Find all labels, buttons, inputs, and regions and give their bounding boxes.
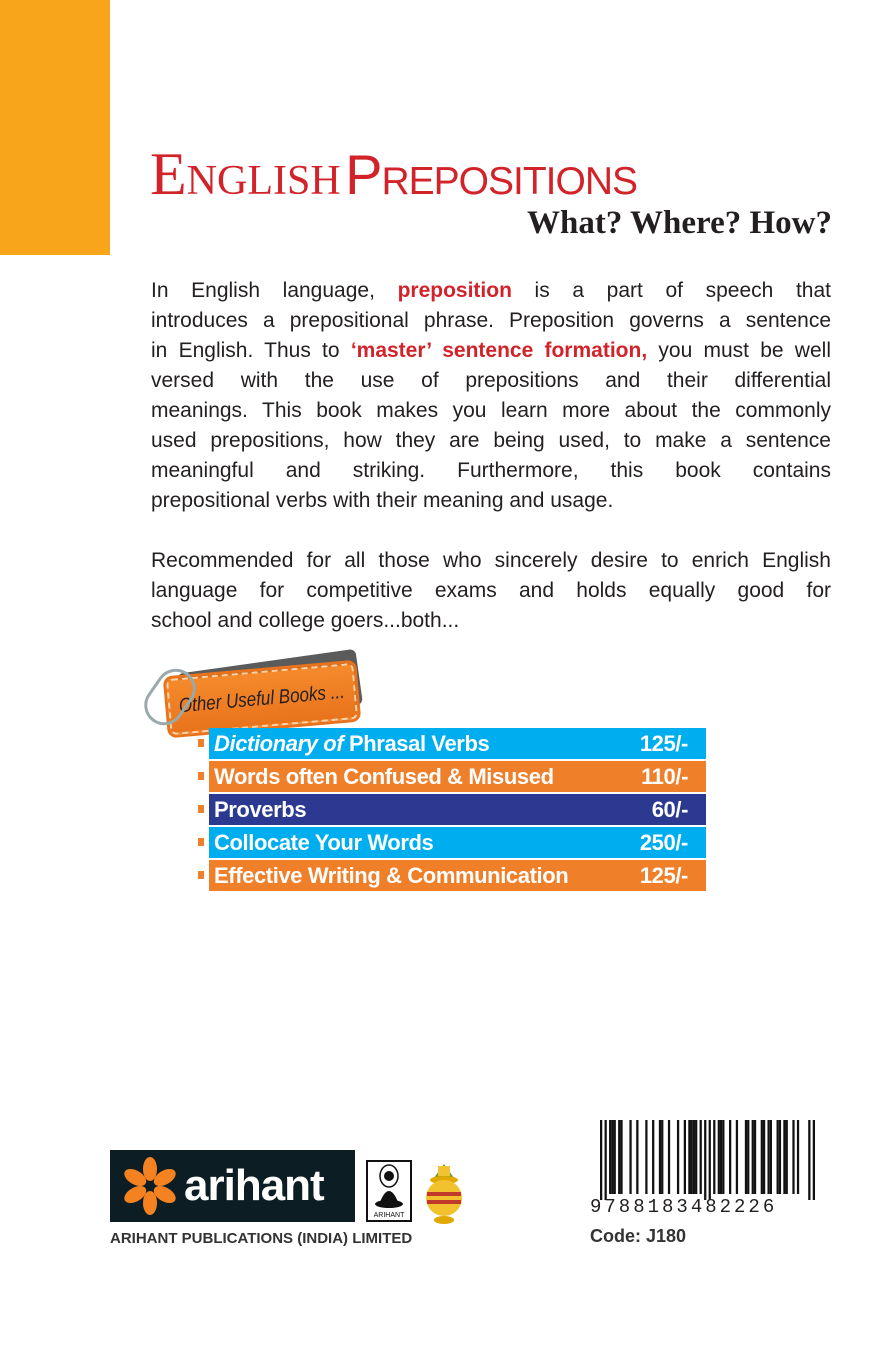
- book-price: 250/-: [639, 830, 688, 855]
- text-line: [151, 276, 831, 306]
- title-word-prepositions: Prepositions: [345, 143, 638, 206]
- barcode-bar: [611, 1120, 613, 1194]
- barcode-bar: [736, 1120, 738, 1194]
- text-segment: language for competitive exams and holds equally good for: [151, 579, 831, 602]
- description-paragraph-2: [151, 546, 831, 636]
- text-segment: is a part of speech that: [511, 279, 832, 302]
- text-segment: introduces a prepositional phrase. Preposition governs a sentence: [151, 309, 831, 332]
- book-title: Effective Writing & Communication: [214, 863, 569, 888]
- text-segment: In English language,: [151, 279, 398, 302]
- text-segment: meaningful and striking. Furthermore, this book contains: [151, 459, 831, 482]
- arihant-logo: [110, 1150, 355, 1222]
- highlighted-text: preposition: [397, 279, 512, 302]
- text-line: [151, 306, 831, 336]
- text-line: [151, 456, 831, 486]
- text-line: [151, 426, 831, 456]
- emblem-text: ARIHANT: [373, 1212, 405, 1219]
- highlighted-text: ‘master’ sentence formation,: [350, 339, 648, 362]
- book-list-item: [198, 859, 706, 892]
- book-title-prefix: Dictionary of: [214, 731, 349, 756]
- arihant-emblem: [366, 1160, 412, 1222]
- product-code: Code: J180: [590, 1226, 687, 1246]
- barcode-bar: [605, 1120, 607, 1200]
- barcode-bar: [691, 1120, 693, 1194]
- book-bar: [209, 761, 706, 792]
- bullet-icon: [198, 739, 204, 747]
- barcode-bar: [614, 1120, 616, 1194]
- bullet-icon: [198, 805, 204, 813]
- book-price: 125/-: [639, 731, 688, 756]
- barcode-bar: [745, 1120, 747, 1194]
- book-list-item: [198, 727, 706, 760]
- book-bar: [209, 860, 706, 891]
- book-price: 60/-: [651, 797, 688, 822]
- text-line: [151, 336, 831, 366]
- bullet-icon: [198, 772, 204, 780]
- book-subtitle: What? Where? How?: [527, 205, 832, 241]
- text-segment: used prepositions, how they are being used, to make a sentence: [151, 429, 831, 452]
- barcode-bar: [618, 1120, 620, 1194]
- barcode-bar: [792, 1120, 794, 1194]
- text-segment: Recommended for all those who sincerely desire to enrich English: [151, 549, 831, 572]
- publisher-name: ARIHANT PUBLICATIONS (INDIA) LIMITED: [110, 1230, 413, 1247]
- barcode-bar: [636, 1120, 638, 1194]
- barcode-bar: [797, 1120, 799, 1194]
- barcode-bar: [767, 1120, 769, 1194]
- meditating-figure-icon: [368, 1162, 410, 1220]
- barcode-bar: [704, 1120, 706, 1200]
- barcode-bar: [609, 1120, 611, 1194]
- tag-label: Other Useful Books ...: [178, 680, 346, 717]
- text-line: [151, 486, 831, 516]
- barcode-bar: [770, 1120, 772, 1194]
- book-list-item: [198, 826, 706, 859]
- book-title: [150, 140, 810, 209]
- corner-accent: [0, 0, 110, 255]
- book-bar: [209, 794, 706, 825]
- barcode-bar: [777, 1120, 779, 1194]
- barcode-bar: [783, 1120, 785, 1194]
- barcode-bar: [713, 1120, 715, 1194]
- isbn-number: 9788183482226: [590, 1196, 778, 1218]
- barcode: [600, 1120, 815, 1200]
- text-line: [151, 366, 831, 396]
- barcode-bar: [718, 1120, 720, 1194]
- text-line: [151, 546, 831, 576]
- book-price: 125/-: [639, 863, 688, 888]
- book-title: Proverbs: [214, 797, 307, 822]
- barcode-bar: [668, 1120, 670, 1194]
- book-bar: [209, 728, 706, 759]
- bullet-icon: [198, 838, 204, 846]
- barcode-bar: [747, 1120, 749, 1194]
- text-segment: prepositional verbs with their meaning and usage.: [151, 489, 614, 512]
- barcode-bar: [652, 1120, 654, 1194]
- text-line: [151, 396, 831, 426]
- barcode-bar: [779, 1120, 781, 1194]
- barcode-bar: [722, 1120, 724, 1194]
- barcode-bar: [677, 1120, 679, 1194]
- barcode-bar: [629, 1120, 631, 1194]
- barcode-bar: [693, 1120, 695, 1194]
- text-segment: school and college goers...both...: [151, 609, 460, 632]
- barcode-bar: [729, 1120, 731, 1194]
- barcode-bar: [813, 1120, 815, 1200]
- barcode-bar: [761, 1120, 763, 1194]
- barcode-bar: [684, 1120, 686, 1194]
- kalash-icon: [418, 1160, 470, 1226]
- flower-star-icon: [120, 1156, 180, 1216]
- barcode-bar: [620, 1120, 622, 1194]
- text-segment: meanings. This book makes you learn more about the commonly: [151, 399, 831, 422]
- barcode-bar: [659, 1120, 661, 1194]
- barcode-bar: [754, 1120, 756, 1194]
- title-word-english: English: [150, 141, 341, 207]
- barcode-bar: [786, 1120, 788, 1194]
- text-segment: versed with the use of prepositions and their differential: [151, 369, 831, 392]
- logo-wordmark: arihant: [184, 1161, 324, 1210]
- bullet-icon: [198, 871, 204, 879]
- text-segment: you must be well: [647, 339, 831, 362]
- barcode-bar: [700, 1120, 702, 1194]
- barcode-bar: [752, 1120, 754, 1194]
- other-books-list: [198, 727, 706, 892]
- text-segment: in English. Thus to: [151, 339, 351, 362]
- book-list-item: [198, 793, 706, 826]
- barcode-bar: [763, 1120, 765, 1194]
- barcode-bar: [720, 1120, 722, 1194]
- barcode-bar: [645, 1120, 647, 1194]
- book-title: Collocate Your Words: [214, 830, 434, 855]
- book-bar: [209, 827, 706, 858]
- text-line: [151, 606, 831, 636]
- description-paragraph-1: [151, 276, 831, 516]
- barcode-bar: [808, 1120, 810, 1200]
- book-title: Phrasal Verbs: [348, 731, 490, 756]
- text-line: [151, 576, 831, 606]
- barcode-bar: [709, 1120, 711, 1200]
- barcode-bar: [661, 1120, 663, 1194]
- barcode-bar: [600, 1120, 602, 1200]
- barcode-bar: [695, 1120, 697, 1194]
- book-price: 110/-: [641, 764, 688, 789]
- book-list-item: [198, 760, 706, 793]
- book-title: Words often Confused & Misused: [214, 764, 554, 789]
- barcode-bar: [688, 1120, 690, 1194]
